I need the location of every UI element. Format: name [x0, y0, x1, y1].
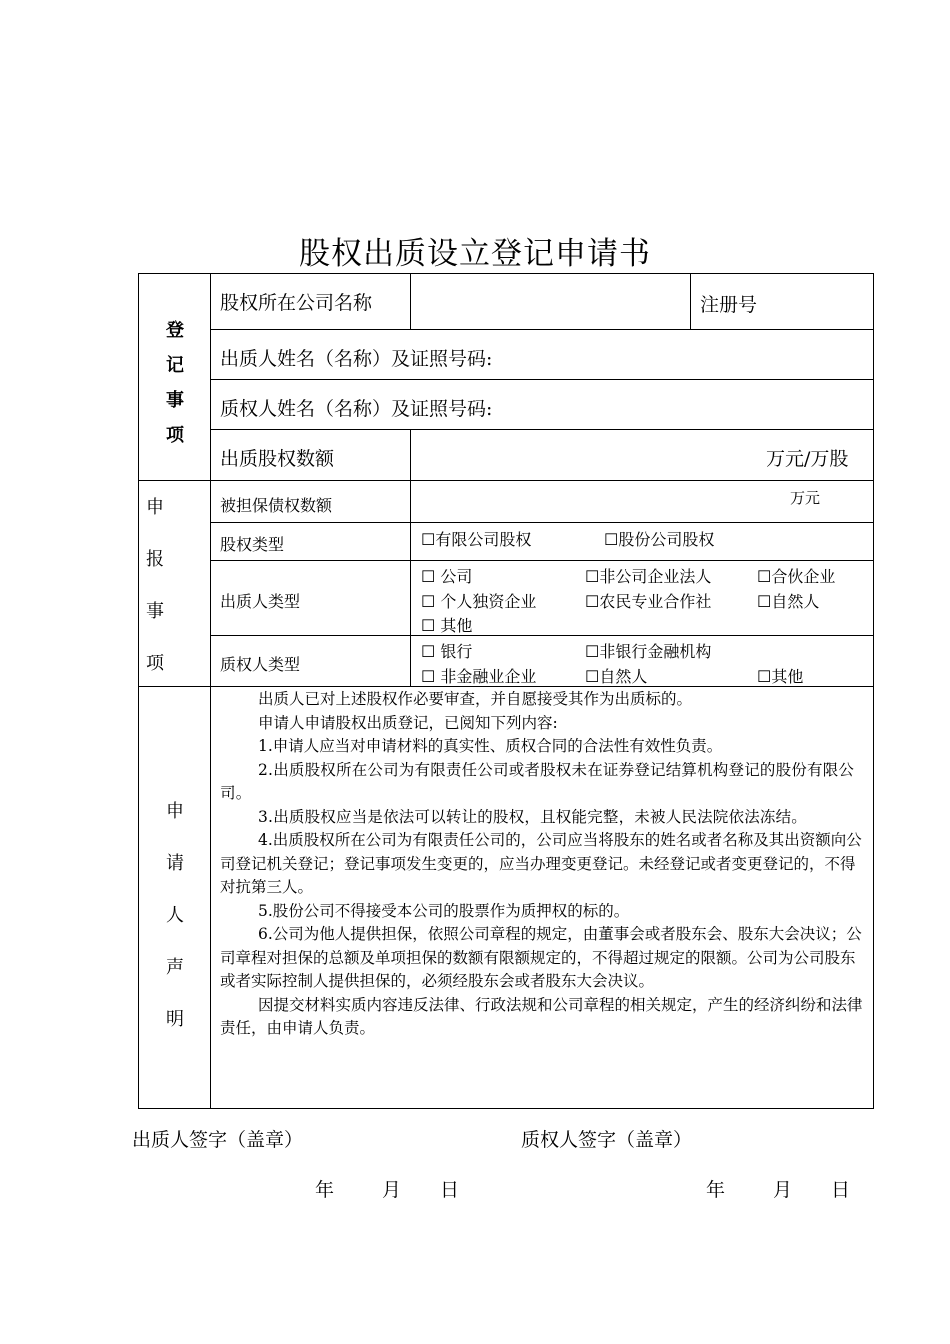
statement-line: 申请人申请股权出质登记，已阅知下列内容:	[258, 713, 558, 732]
pledgee-type-other-checkbox[interactable]: ☐其他	[757, 667, 804, 686]
statement-line: 出质人已对上述股权作必要审查，并自愿接受其作为出质标的。	[258, 690, 693, 708]
column-divider	[690, 273, 691, 329]
statement-line: 3.出质股权应当是依法可以转让的股权，且权能完整，未被人民法院依法冻结。	[258, 807, 807, 826]
statement-line: 2.出质股权所在公司为有限责任公司或者股权未在证券登记结算机构登记的股份有限公司。	[220, 760, 855, 802]
pledgee-label: 质权人姓名（名称）及证照号码:	[220, 398, 493, 420]
equity-type-joint-stock-checkbox[interactable]: ☐股份公司股权	[604, 530, 715, 549]
row-divider	[210, 379, 874, 380]
pledgee-type-label: 质权人类型	[220, 655, 301, 674]
pledgee-date-month: 月	[773, 1179, 793, 1201]
amount-label: 出质股权数额	[220, 448, 335, 470]
statement-line: 6.公司为他人提供担保，依照公司章程的规定，由董事会或者股东会、股东大会决议；公司章程对担保的总额及单项担保的数额有限额规定的，不得超过规定的限额。公司为公司股东或者实际控制人提供担保的，必须经股东会或者股东大会决议。	[220, 925, 862, 990]
pledgee-type-bank-checkbox[interactable]: ☐ 银行	[421, 642, 473, 661]
pledgor-date-day: 日	[440, 1179, 460, 1201]
section-label-statement: 申请人声明	[166, 801, 184, 1030]
pledgee-type-non-bank-checkbox[interactable]: ☐非银行金融机构	[585, 642, 712, 661]
row-divider	[210, 522, 874, 523]
applicant-statement-text	[220, 688, 866, 1041]
company-name-field[interactable]	[411, 274, 690, 329]
pledgor-type-partnership-checkbox[interactable]: ☐合伙企业	[757, 567, 836, 586]
reg-no-label: 注册号	[700, 294, 758, 316]
section-label-registration: 登记事项	[166, 320, 184, 446]
row-divider	[210, 329, 874, 330]
pledgee-type-non-financial-checkbox[interactable]: ☐ 非金融业企业	[421, 667, 537, 686]
column-divider	[410, 429, 411, 686]
pledgor-type-other-checkbox[interactable]: ☐ 其他	[421, 616, 473, 635]
statement-line: 因提交材料实质内容违反法律、行政法规和公司章程的相关规定，产生的经济纠纷和法律责任，由申请人负责。	[220, 995, 863, 1037]
row-divider	[210, 560, 874, 561]
pledgor-type-natural-person-checkbox[interactable]: ☐自然人	[757, 592, 820, 611]
reg-no-field[interactable]	[775, 274, 873, 329]
section-divider	[138, 480, 874, 481]
pledgor-type-non-company-checkbox[interactable]: ☐非公司企业法人	[585, 567, 712, 586]
statement-line: 5.股份公司不得接受本公司的股票作为质押权的标的。	[258, 901, 630, 920]
statement-line: 1.申请人应当对申请材料的真实性、质权合同的合法性有效性负责。	[258, 737, 723, 755]
pledgee-signature-label: 质权人签字（盖章）	[521, 1129, 693, 1151]
row-divider	[210, 429, 874, 430]
pledgor-label: 出质人姓名（名称）及证照号码:	[220, 348, 493, 370]
statement-line: 4.出质股权所在公司为有限责任公司的，公司应当将股东的姓名或者名称及其出资额向公司登记机关登记；登记事项发生变更的，应当办理变更登记。未经登记或者变更登记的，不得对抗第三人。	[220, 831, 862, 896]
pledgee-date-year: 年	[706, 1179, 726, 1201]
pledgor-signature-label: 出质人签字（盖章）	[132, 1129, 304, 1151]
debt-label: 被担保债权数额	[220, 496, 333, 515]
pledgee-date-day: 日	[831, 1179, 851, 1201]
company-name-label: 股权所在公司名称	[220, 292, 373, 314]
amount-unit: 万元/万股	[766, 448, 849, 470]
pledgor-type-cooperative-checkbox[interactable]: ☐农民专业合作社	[585, 592, 712, 611]
form-title: 股权出质设立登记申请书	[299, 236, 651, 272]
pledgor-type-company-checkbox[interactable]: ☐ 公司	[421, 567, 473, 586]
equity-type-limited-checkbox[interactable]: ☐有限公司股权	[421, 530, 532, 549]
pledgor-type-sole-proprietorship-checkbox[interactable]: ☐ 个人独资企业	[421, 592, 537, 611]
debt-unit: 万元	[790, 489, 821, 507]
pledgor-date-year: 年	[315, 1179, 335, 1201]
pledgor-date-month: 月	[382, 1179, 402, 1201]
section-label-declaration: 申报事项	[146, 497, 164, 674]
pledgor-type-label: 出质人类型	[220, 592, 301, 611]
equity-type-label: 股权类型	[220, 535, 285, 554]
column-divider	[210, 273, 211, 1109]
row-divider	[210, 635, 874, 636]
pledgee-type-natural-person-checkbox[interactable]: ☐自然人	[585, 667, 648, 686]
